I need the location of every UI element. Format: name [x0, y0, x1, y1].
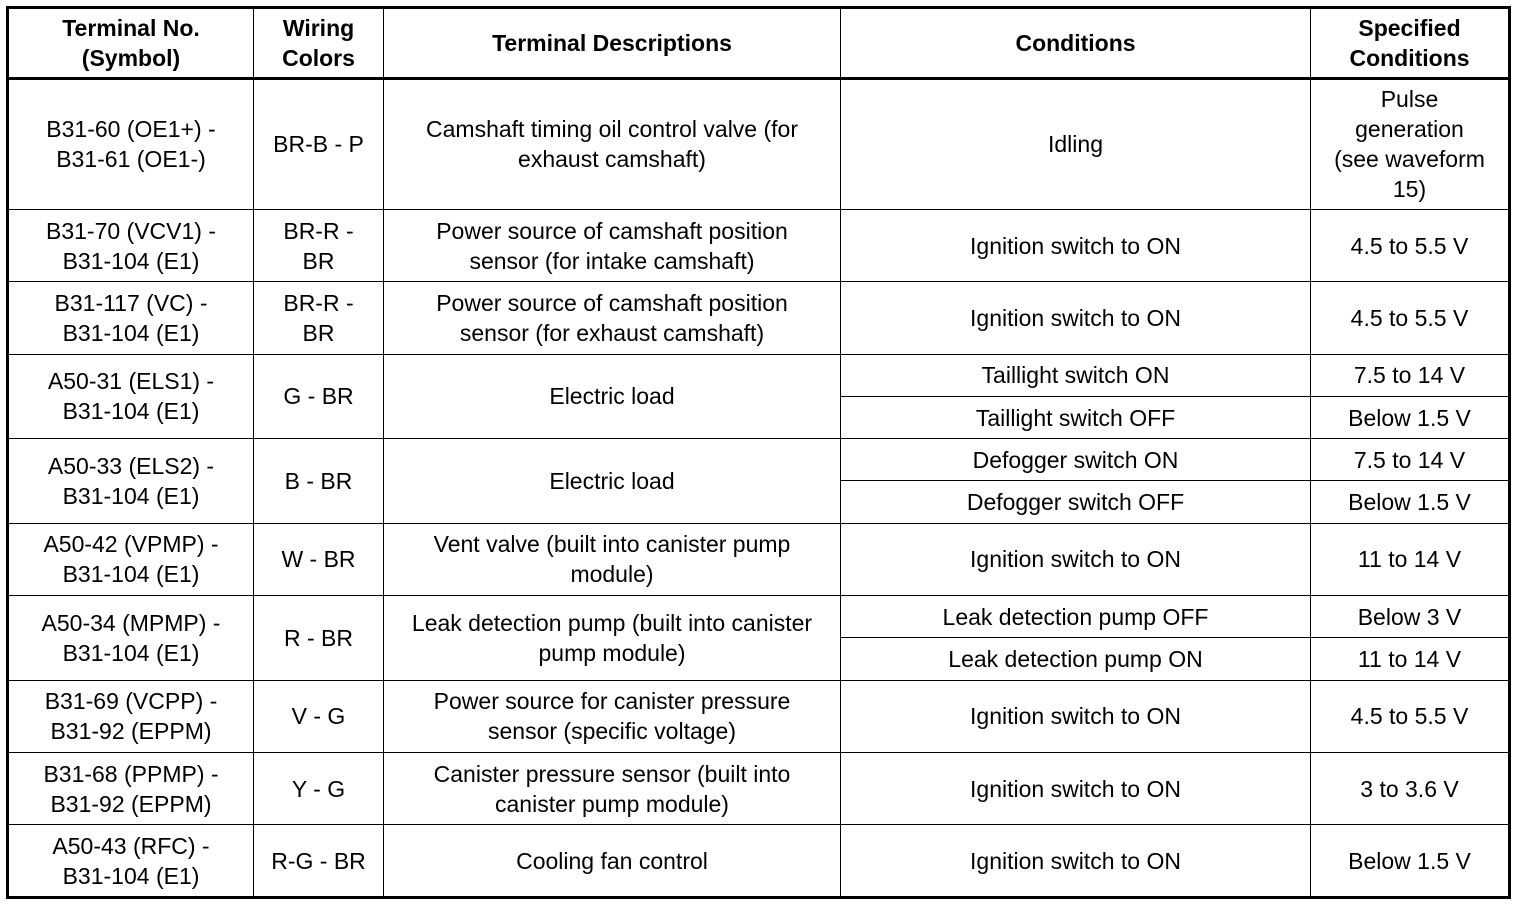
header-description: Terminal Descriptions — [384, 8, 841, 79]
description-cell: Camshaft timing oil control valve (for exhaust camshaft) — [384, 79, 841, 210]
wiring-color-cell: Y - G — [254, 753, 384, 825]
table-row — [8, 79, 1510, 210]
specified-condition-cell: 7.5 to 14 V — [1311, 439, 1510, 481]
header-specified: Specified Conditions — [1311, 8, 1510, 79]
condition-cell: Ignition switch to ON — [841, 209, 1311, 281]
specified-condition-cell: Below 1.5 V — [1311, 396, 1510, 438]
specified-condition-cell: Below 1.5 V — [1311, 481, 1510, 523]
specified-condition-cell: 11 to 14 V — [1311, 523, 1510, 595]
table-row — [8, 439, 1510, 481]
terminal-cell: B31-68 (PPMP) - B31-92 (EPPM) — [8, 753, 254, 825]
header-row — [8, 8, 1510, 79]
condition-cell: Leak detection pump OFF — [841, 596, 1311, 638]
specified-condition-cell: 3 to 3.6 V — [1311, 753, 1510, 825]
condition-cell: Leak detection pump ON — [841, 638, 1311, 680]
condition-cell: Ignition switch to ON — [841, 680, 1311, 752]
condition-cell: Taillight switch ON — [841, 354, 1311, 396]
terminal-cell: B31-117 (VC) - B31-104 (E1) — [8, 282, 254, 354]
table-row — [8, 523, 1510, 595]
description-cell: Electric load — [384, 354, 841, 439]
specified-condition-cell: Below 1.5 V — [1311, 825, 1510, 898]
condition-cell: Ignition switch to ON — [841, 282, 1311, 354]
wiring-color-cell: BR-R - BR — [254, 209, 384, 281]
wiring-color-cell: B - BR — [254, 439, 384, 524]
description-cell: Cooling fan control — [384, 825, 841, 898]
wiring-color-cell: W - BR — [254, 523, 384, 595]
specified-condition-cell: 11 to 14 V — [1311, 638, 1510, 680]
terminal-spec-table — [6, 6, 1511, 899]
table-row — [8, 596, 1510, 638]
specified-condition-cell: 7.5 to 14 V — [1311, 354, 1510, 396]
table-body — [8, 79, 1510, 898]
specified-condition-cell: 4.5 to 5.5 V — [1311, 680, 1510, 752]
description-cell: Vent valve (built into canister pump module) — [384, 523, 841, 595]
header-conditions: Conditions — [841, 8, 1311, 79]
terminal-cell: B31-69 (VCPP) - B31-92 (EPPM) — [8, 680, 254, 752]
description-cell: Power source for canister pressure sensor (specific voltage) — [384, 680, 841, 752]
table-header — [8, 8, 1510, 79]
terminal-cell: A50-43 (RFC) - B31-104 (E1) — [8, 825, 254, 898]
condition-cell: Taillight switch OFF — [841, 396, 1311, 438]
description-cell: Leak detection pump (built into canister pump module) — [384, 596, 841, 681]
table-row — [8, 825, 1510, 898]
table-row — [8, 680, 1510, 752]
wiring-color-cell: V - G — [254, 680, 384, 752]
specified-condition-cell: Pulse generation (see waveform 15) — [1311, 79, 1510, 210]
condition-cell: Defogger switch ON — [841, 439, 1311, 481]
condition-cell: Ignition switch to ON — [841, 523, 1311, 595]
wiring-color-cell: R-G - BR — [254, 825, 384, 898]
terminal-cell: B31-60 (OE1+) - B31-61 (OE1-) — [8, 79, 254, 210]
wiring-color-cell: G - BR — [254, 354, 384, 439]
table-row — [8, 354, 1510, 396]
specified-condition-cell: Below 3 V — [1311, 596, 1510, 638]
wiring-color-cell: BR-B - P — [254, 79, 384, 210]
terminal-cell: A50-33 (ELS2) - B31-104 (E1) — [8, 439, 254, 524]
specified-condition-cell: 4.5 to 5.5 V — [1311, 282, 1510, 354]
wiring-color-cell: R - BR — [254, 596, 384, 681]
header-wiring: Wiring Colors — [254, 8, 384, 79]
condition-cell: Defogger switch OFF — [841, 481, 1311, 523]
specified-condition-cell: 4.5 to 5.5 V — [1311, 209, 1510, 281]
table-row — [8, 282, 1510, 354]
description-cell: Power source of camshaft position sensor (for exhaust camshaft) — [384, 282, 841, 354]
condition-cell: Idling — [841, 79, 1311, 210]
terminal-cell: A50-42 (VPMP) - B31-104 (E1) — [8, 523, 254, 595]
description-cell: Power source of camshaft position sensor (for intake camshaft) — [384, 209, 841, 281]
description-cell: Canister pressure sensor (built into canister pump module) — [384, 753, 841, 825]
table-row — [8, 753, 1510, 825]
terminal-cell: A50-34 (MPMP) - B31-104 (E1) — [8, 596, 254, 681]
header-terminal: Terminal No. (Symbol) — [8, 8, 254, 79]
condition-cell: Ignition switch to ON — [841, 825, 1311, 898]
table-row — [8, 209, 1510, 281]
terminal-cell: B31-70 (VCV1) - B31-104 (E1) — [8, 209, 254, 281]
terminal-cell: A50-31 (ELS1) - B31-104 (E1) — [8, 354, 254, 439]
wiring-color-cell: BR-R - BR — [254, 282, 384, 354]
condition-cell: Ignition switch to ON — [841, 753, 1311, 825]
description-cell: Electric load — [384, 439, 841, 524]
